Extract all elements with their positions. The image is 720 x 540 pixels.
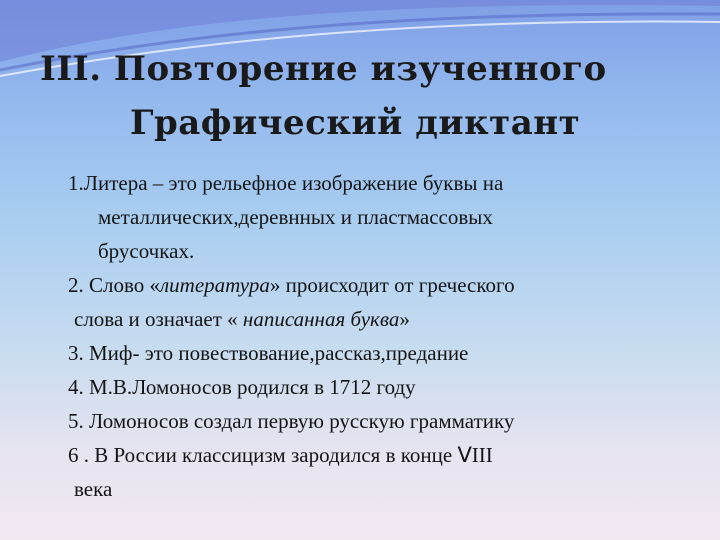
title-line-1: III. Повторение изученного	[40, 49, 607, 89]
item-6-line-2: века	[74, 477, 113, 501]
list-item-2	[68, 268, 678, 336]
item-1-line-2: металлических,деревнных и пластмассовых	[98, 205, 493, 229]
list-item-5: 5. Ломоносов создал первую русскую грамматику	[68, 409, 515, 433]
slide-title	[40, 42, 700, 150]
item-2-line-2: слова и означает «	[74, 307, 238, 331]
dictation-list	[68, 166, 678, 506]
item-6-line-1: 6 . В России классицизм зародился в конце ⅤIII	[68, 443, 493, 467]
item-1-line-1: 1.Литера – это рельефное изображение буквы на	[68, 171, 504, 195]
item-1-line-3: брусочках.	[98, 239, 195, 263]
item-2-mid: » происходит от греческого	[269, 273, 515, 297]
list-item-6	[68, 438, 678, 506]
item-2-italic-word: литература	[160, 273, 270, 297]
list-item-4: 4. М.В.Ломоносов родился в 1712 году	[68, 375, 416, 399]
title-line-2: Графический диктант	[130, 103, 581, 143]
list-item-3: 3. Миф- это повествование,рассказ,предание	[68, 341, 469, 365]
list-item-1	[68, 166, 678, 268]
item-2-prefix: 2. Слово «	[68, 273, 161, 297]
item-2-italic-phrase: написанная буква	[237, 307, 400, 331]
item-2-end: »	[399, 307, 410, 331]
